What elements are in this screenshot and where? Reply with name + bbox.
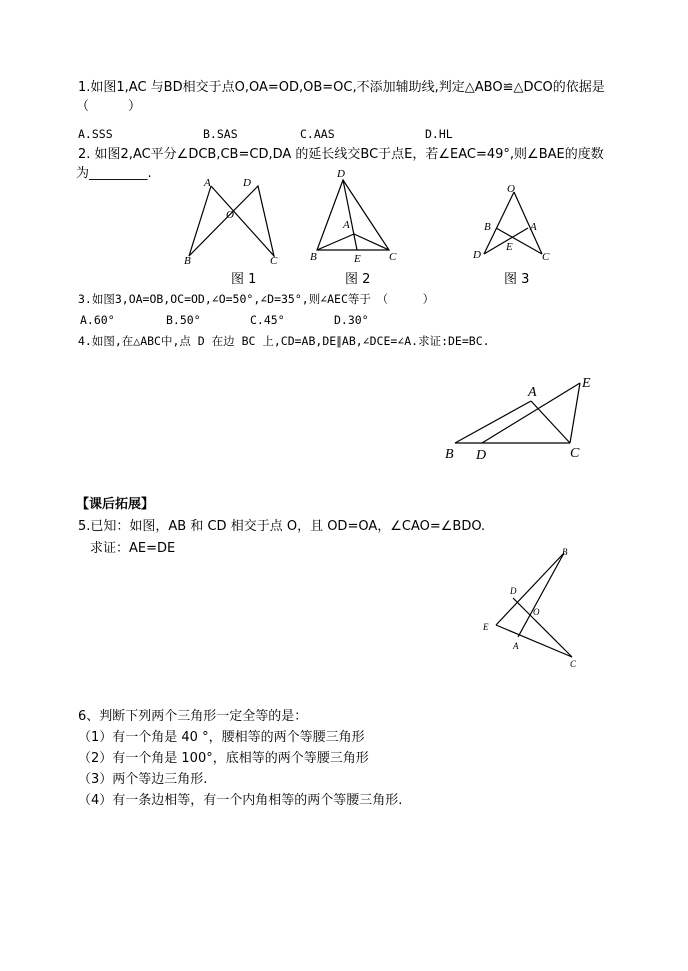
section-title: 【课后拓展】: [76, 497, 155, 512]
fig5-label-o: O: [533, 607, 540, 617]
fig1-label-b: B: [184, 255, 191, 267]
q1-option-d: D.HL: [425, 127, 453, 141]
q6-title: 6、判断下列两个三角形一定全等的是：: [78, 709, 308, 724]
q3-option-c: C.45°: [250, 313, 285, 327]
fig2-label-b: B: [310, 251, 317, 263]
fig5-label-c: C: [570, 659, 577, 669]
q5-line2: 求证：AE=DE: [90, 541, 176, 556]
fig3-caption: 图 3: [504, 272, 530, 287]
figure-3: [470, 180, 550, 265]
q6-item-1: （1）有一个角是 40 °，腰相等的两个等腰三角形: [78, 730, 365, 745]
fig5-label-d: D: [510, 586, 517, 596]
fig4-label-d: D: [476, 448, 487, 463]
figure-5-lines: [496, 553, 572, 657]
fig1-label-d: D: [243, 177, 251, 189]
figure-4: [440, 370, 600, 465]
figure-5: [478, 545, 588, 670]
figure-4-lines: [455, 383, 580, 443]
fig2-label-d: D: [337, 168, 345, 180]
fig4-label-c: C: [570, 446, 580, 461]
fig2-label-c: C: [389, 251, 397, 263]
q3-option-d: D.30°: [334, 313, 369, 327]
fig2-caption: 图 2: [345, 272, 371, 287]
figure-1: [180, 172, 280, 267]
fig4-label-b: B: [445, 447, 454, 462]
fig5-label-b: B: [562, 547, 568, 557]
q5-line1: 5.已知：如图，AB 和 CD 相交于点 O，且 OD=OA，∠CAO=∠BDO.: [78, 519, 486, 534]
figure-2: [305, 164, 400, 264]
q1-option-a: A.SSS: [78, 127, 113, 141]
q1-line1: 1.如图1,AC 与BD相交于点O,OA=OD,OB=OC,不添加辅助线,判定△ABO≌△DCO的依据是: [78, 80, 605, 95]
fig1-caption: 图 1: [231, 272, 257, 287]
fig3-label-e: E: [506, 241, 513, 253]
fig4-label-e: E: [582, 376, 591, 391]
q3-line1: 3.如图3,OA=OB,OC=OD,∠O=50°,∠D=35°,则∠AEC等于 （ ）: [78, 292, 435, 306]
fig4-label-a: A: [528, 385, 537, 400]
q6-item-4: （4）有一条边相等，有一个内角相等的两个等腰三角形.: [78, 793, 403, 808]
fig3-label-c: C: [542, 251, 550, 263]
q4-line1: 4.如图,在△ABC中,点 D 在边 BC 上,CD=AB,DE∥AB,∠DCE=∠A.求证:DE=BC.: [78, 334, 490, 348]
q3-option-b: B.50°: [166, 313, 201, 327]
q1-option-b: B.SAS: [203, 127, 238, 141]
figure-2-lines: [317, 180, 389, 250]
fig3-label-o: O: [507, 183, 515, 195]
fig3-label-a: A: [530, 221, 537, 233]
q6-item-2: （2）有一个角是 100°，底相等的两个等腰三角形: [78, 751, 369, 766]
fig5-label-a: A: [513, 641, 519, 651]
q3-option-a: A.60°: [80, 313, 115, 327]
fig2-label-e: E: [354, 253, 361, 264]
q2-line2: 为_________.: [76, 166, 152, 181]
q2-line1: 2. 如图2,AC平分∠DCB,CB=CD,DA 的延长线交BC于点E，若∠EAC=49°,则∠BAE的度数: [78, 147, 604, 162]
figure-1-lines: [189, 186, 274, 256]
q6-item-3: （3）两个等边三角形.: [78, 772, 208, 787]
q1-option-c: C.AAS: [300, 127, 335, 141]
fig1-label-a: A: [204, 177, 211, 189]
fig3-label-d: D: [473, 249, 481, 261]
fig3-label-b: B: [484, 221, 491, 233]
q1-line2: （ ）: [76, 99, 142, 114]
fig5-label-e: E: [483, 622, 489, 632]
fig2-label-a: A: [343, 219, 350, 231]
fig1-label-c: C: [270, 255, 278, 267]
fig1-label-o: O: [226, 209, 234, 221]
